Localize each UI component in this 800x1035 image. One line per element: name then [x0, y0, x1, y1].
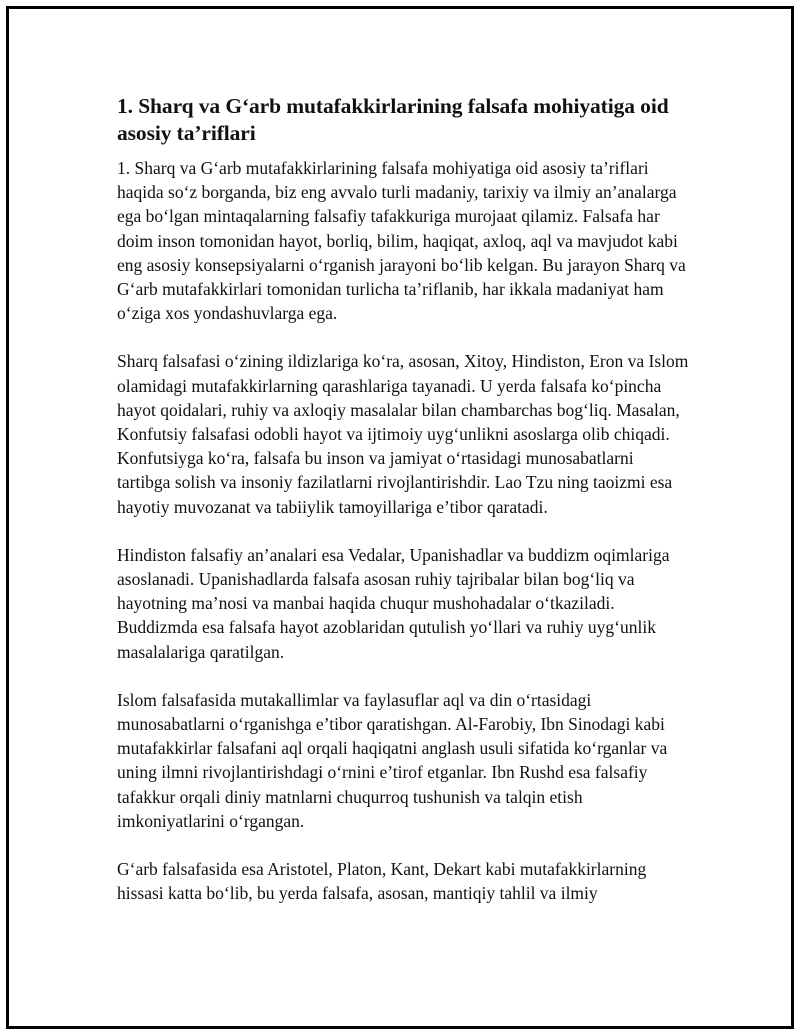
paragraph-4: Islom falsafasida mutakallimlar va faylasuflar aql va din o‘rtasidagi munosabatlarni o‘rganishga e’tibor qaratishgan. Al-Farobiy, Ibn Sinodagi kabi mutafakkirlar falsafani aql orqali haqiqatni anglash usuli sifatida ko‘rganlar va uning ilmni rivojlantirishdagi o‘rnini e’tirof etganlar. Ibn Rushd esa falsafiy tafakkur orqali diniy matnlarni chuqurroq tushunish va talqin etish imkoniyatlarini o‘rgangan. — [117, 689, 668, 831]
paragraph-2: Sharq falsafasi o‘zining ildizlariga ko‘ra, asosan, Xitoy, Hindiston, Eron va Islom olamidagi mutafakkirlarning qarashlariga tayanadi. U yerda falsafa ko‘pincha hayot qoidalari, ruhiy va axloqiy masalalar bilan chambarchas bog‘liq. Masalan, Konfutsiy falsafasi odobli hayot va ijtimoiy uyg‘unlikni asoslarga olib chiqadi. Konfutsiyga ko‘ra, falsafa bu inson va jamiyat o‘rtasidagi munosabatlarni tartibga solish va insoniy fazilatlarni rivojlantirishdir. Lao Tzu ning taoizmi esa hayotiy muvozanat va tabiiylik tamoyillariga e’tibor qaratadi. — [117, 351, 689, 517]
paragraph-1: 1. Sharq va G‘arb mutafakkirlarining falsafa mohiyatiga oid asosiy ta’riflari haqida so‘z borganda, biz eng avvalo turli madaniy, tarixiy va ilmiy an’analarga ega bo‘lgan mintaqalarning falsafiy tafakkuriga murojaat qilamiz. Falsafa har doim inson tomonidan hayot, borliq, bilim, haqiqat, axloq, aql va mavjudot kabi eng asosiy konsepsiyalarni o‘rganish jarayoni bo‘lib kelgan. Bu jarayon Sharq va G‘arb mutafakkirlari tomonidan turlicha ta’riflanib, har ikkala madaniyat ham o‘ziga xos yondashuvlarga ega. — [117, 158, 686, 324]
document-body — [117, 93, 689, 929]
paragraph-3: Hindiston falsafiy an’analari esa Vedalar, Upanishadlar va buddizm oqimlariga asoslanadi. Upanishadlarda falsafa asosan ruhiy tajribalar bilan bog‘liq va hayotning ma’nosi va manbai haqida chuqur mushohadalar o‘tkaziladi. Buddizmda esa falsafa hayot azoblaridan qutulish yo‘llari va ruhiy uyg‘unlik masalalariga qaratilgan. — [117, 544, 670, 662]
document-title: 1. Sharq va G‘arb mutafakkirlarining falsafa mohiyatiga oid asosiy ta’riflari — [117, 94, 669, 145]
paragraph-5: G‘arb falsafasida esa Aristotel, Platon, Kant, Dekart kabi mutafakkirlarning hissasi katta bo‘lib, bu yerda falsafa, asosan, mantiqiy tahlil va ilmiy — [117, 859, 647, 904]
